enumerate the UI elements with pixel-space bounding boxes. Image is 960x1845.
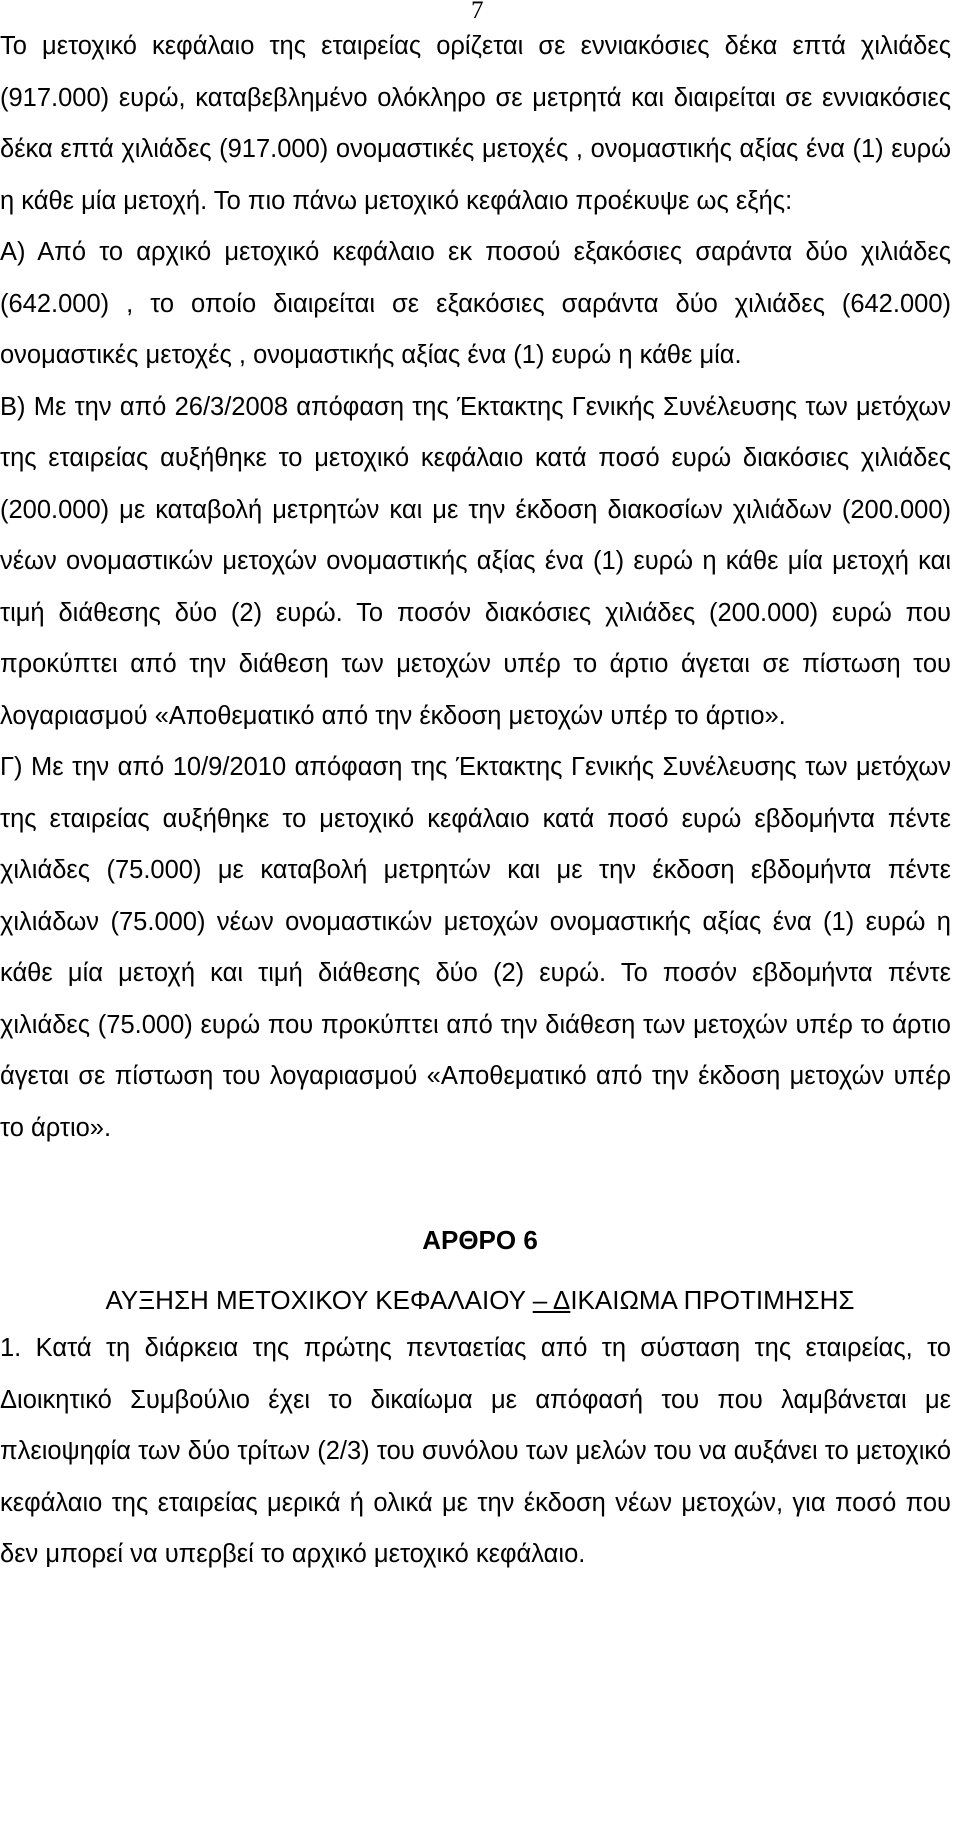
article-paragraph-1: 1. Κατά τη διάρκεια της πρώτης πενταετίας από τη σύσταση της εταιρείας, το Διοικητικό Συμβούλιο έχει το δικαίωμα με απόφασή του που λαμβάνεται με πλειοψηφία των δύο τρίτων (2/3) του συνόλου των μελών του να αυξάνει το μετοχικό κεφάλαιο της εταιρείας μερικά ή ολικά με την έκδοση νέων μετοχών, για ποσό που δεν μπορεί να υπερβεί το αρχικό μετοχικό κεφάλαιο. [0,1334,951,1568]
article-subtitle [0,1277,960,1323]
article-subtitle-part-2: ΙΚΑΙΩΜΑ ΠΡΟΤΙΜΗΣΗΣ [570,1285,855,1315]
section-a-paragraph: Α) Από το αρχικό μετοχικό κεφάλαιο εκ ποσού εξακόσιες σαράντα δύο χιλιάδες (642.000) , το οποίο διαιρείται σε εξακόσιες σαράντα δύο χιλιάδες (642.000) ονομαστικές μετοχές , ονομαστικής αξίας ένα (1) ευρώ η κάθε μία. [0,238,951,369]
section-c-paragraph: Γ) Με την από 10/9/2010 απόφαση της Έκτακτης Γενικής Συνέλευσης των μετόχων της εταιρείας αυξήθηκε το μετοχικό κεφάλαιο κατά ποσό ευρώ εβδομήντα πέντε χιλιάδες (75.000) με καταβολή μετρητών και με την έκδοση εβδομήντα πέντε χιλιάδων (75.000) νέων ονομαστικών μετοχών ονομαστικής αξίας ένα (1) ευρώ η κάθε μία μετοχή και τιμή διάθεσης δύο (2) ευρώ. Το ποσόν εβδομήντα πέντε χιλιάδες (75.000) ευρώ που προκύπτει από την διάθεση των μετοχών υπέρ το άρτιο άγεται σε πίστωση του λογαριασμού «Αποθεματικό από την έκδοση μετοχών υπέρ το άρτιο». [0,753,951,1142]
document-body [0,21,960,1581]
intro-paragraph: Το μετοχικό κεφάλαιο της εταιρείας ορίζεται σε εννιακόσιες δέκα επτά χιλιάδες (917.000) ευρώ, καταβεβλημένο ολόκληρο σε μετρητά και διαιρείται σε εννιακόσιες δέκα επτά χιλιάδες (917.000) ονομαστικές μετοχές , ονομαστικής αξίας ένα (1) ευρώ η κάθε μία μετοχή. Το πιο πάνω μετοχικό κεφάλαιο προέκυψε ως εξής: [0,32,951,215]
article-subtitle-part-1: ΑΥΞΗΣΗ ΜΕΤΟΧΙΚΟΥ ΚΕΦΑΛΑΙΟΥ [105,1285,533,1315]
article-title: ΑΡΘΡΟ 6 [422,1225,538,1255]
article-subtitle-underlined: – Δ [532,1285,571,1315]
section-b-paragraph: Β) Με την από 26/3/2008 απόφαση της Έκτακτης Γενικής Συνέλευσης των μετόχων της εταιρείας αυξήθηκε το μετοχικό κεφάλαιο κατά ποσό ευρώ διακόσιες χιλιάδες (200.000) με καταβολή μετρητών και με την έκδοση διακοσίων χιλιάδων (200.000) νέων ονομαστικών μετοχών ονομαστικής αξίας ένα (1) ευρώ η κάθε μία μετοχή και τιμή διάθεσης δύο (2) ευρώ. Το ποσόν διακόσιες χιλιάδες (200.000) ευρώ που προκύπτει από την διάθεση των μετοχών υπέρ το άρτιο άγεται σε πίστωση του λογαριασμού «Αποθεματικό από την έκδοση μετοχών υπέρ το άρτιο». [0,392,951,730]
page-number: 7 [471,0,484,24]
